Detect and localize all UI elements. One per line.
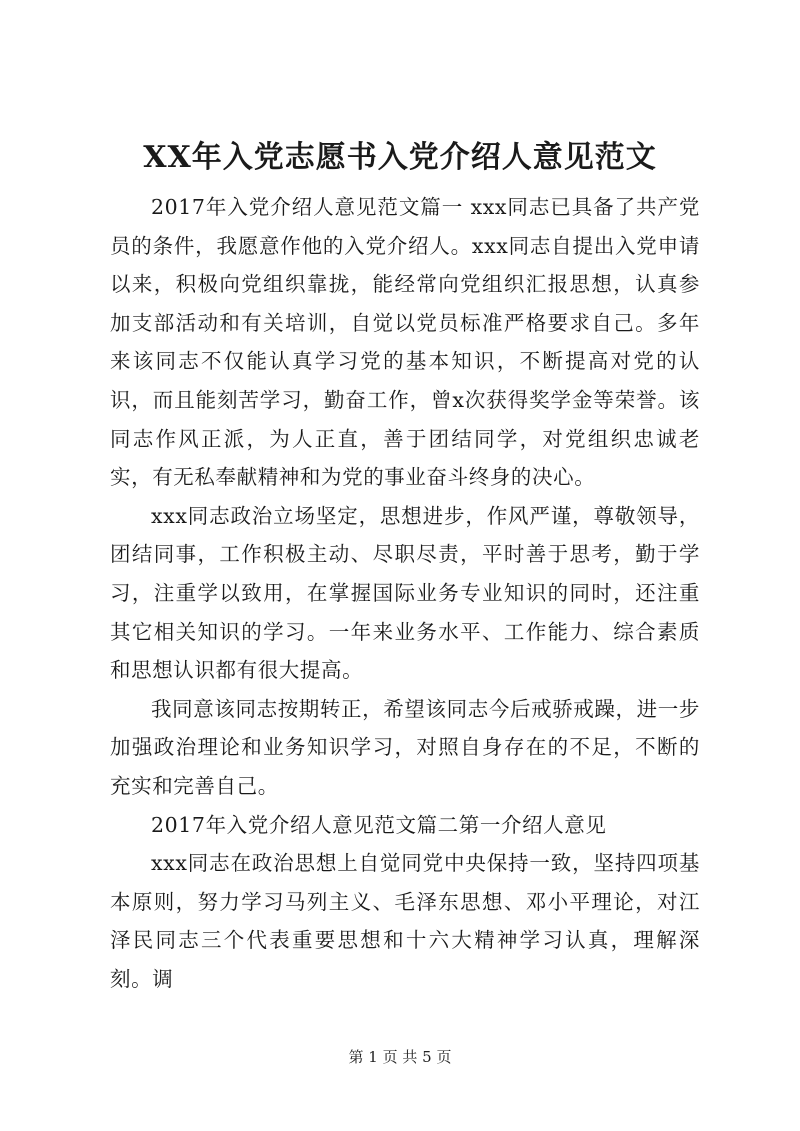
paragraph-2: xxx同志政治立场坚定，思想进步，作风严谨，尊敬领导，团结同事，工作积极主动、尽职尽责，平时善于思考，勤于学习，注重学以致用，在掌握国际业务专业知识的同时，还注重其它相关知识的学习。一年来业务水平、工作能力、综合素质和思想认识都有很大提高。 (110, 503, 700, 683)
document-body (110, 188, 700, 998)
page-number-footer: 第 1 页 共 5 页 (348, 1048, 452, 1066)
document-title: XX年入党志愿书入党介绍人意见范文 (143, 140, 657, 175)
paragraph-5: xxx同志在政治思想上自觉同党中央保持一致，坚持四项基本原则，努力学习马列主义、毛泽东思想、邓小平理论，对江泽民同志三个代表重要思想和十六大精神学习认真，理解深刻。调 (110, 851, 700, 991)
paragraph-1: 2017年入党介绍人意见范文篇一 xxx同志已具备了共产党员的条件，我愿意作他的入党介绍人。xxx同志自提出入党申请以来，积极向党组织靠拢，能经常向党组织汇报思想，认真参加支部活动和有关培训，自觉以党员标准严格要求自己。多年来该同志不仅能认真学习党的基本知识，不断提高对党的认识，而且能刻苦学习，勤奋工作，曾x次获得奖学金等荣誉。该同志作风正派，为人正直，善于团结同学，对党组织忠诚老实，有无私奉献精神和为党的事业奋斗终身的决心。 (110, 195, 700, 490)
paragraph-4: 2017年入党介绍人意见范文篇二第一介绍人意见 (151, 812, 607, 837)
paragraph-3: 我同意该同志按期转正，希望该同志今后戒骄戒躁，进一步加强政治理论和业务知识学习，对照自身存在的不足，不断的充实和完善自己。 (110, 696, 700, 798)
